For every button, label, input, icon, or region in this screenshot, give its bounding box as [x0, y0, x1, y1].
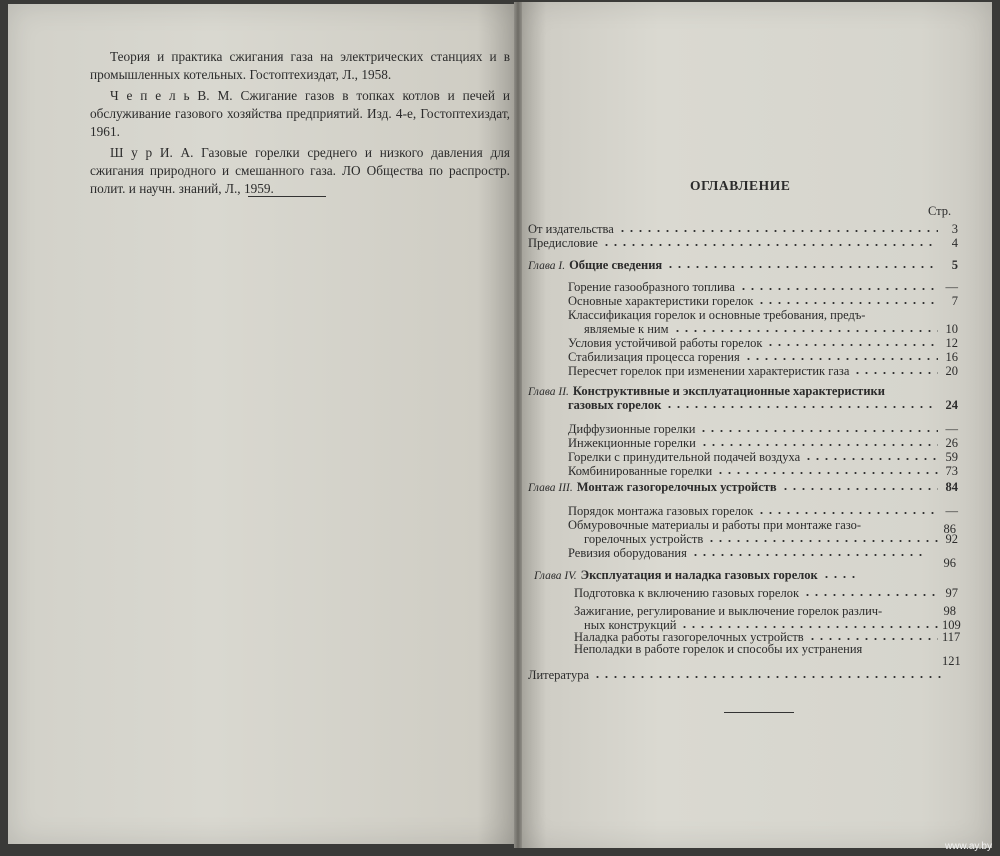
- toc-page: 98: [943, 604, 956, 618]
- toc-entry: Инжекционные горелки 26: [568, 436, 958, 450]
- toc-page: 96: [943, 556, 956, 570]
- toc-page: 86: [943, 522, 956, 536]
- toc-chapter: Глава I. Общие сведения 5: [528, 258, 958, 272]
- toc-entry: Условия устойчивой работы горелок 12: [568, 336, 958, 350]
- toc-entry: Горение газообразного топлива —: [568, 280, 958, 294]
- toc-chapter-cont: газовых горелок 24: [568, 398, 958, 412]
- reference-item: Ч е п е л ь В. М. Сжигание газов в топках котлов и печей и обслуживание газового хозяйства предприятий. Изд. 4-е, Гостоптехиздат, 1961.: [90, 88, 510, 139]
- toc-entry: являемые к ним 10: [584, 322, 958, 336]
- toc-chapter: Глава II. Конструктивные и эксплуатационные характеристики: [528, 384, 885, 398]
- toc-entry: Диффузионные горелки —: [568, 422, 958, 436]
- toc-entry: От издательства 3: [528, 222, 958, 236]
- toc-entry: Литература: [528, 668, 948, 682]
- toc-chapter: Глава III. Монтаж газогорелочных устройств 84: [528, 480, 958, 494]
- toc-entry: 121: [942, 654, 961, 668]
- toc-entry-text: Классификация горелок и основные требования, предъ-: [568, 308, 866, 322]
- toc-entry: ных конструкций 109: [584, 618, 961, 632]
- toc-entry: Ревизия оборудования: [568, 546, 928, 560]
- toc-entry: Подготовка к включению газовых горелок 97: [574, 586, 958, 600]
- toc-entry: Наладка работы газогорелочных устройств 117: [574, 630, 961, 644]
- reference-item: Теория и практика сжигания газа на электрических станциях и в промышленных котельных. Гостоптехиздат, Л., 1958.: [90, 49, 510, 82]
- toc-chapter: Глава IV. Эксплуатация и наладка газовых горелок: [534, 568, 864, 583]
- end-rule: [724, 712, 794, 713]
- toc-entry: Порядок монтажа газовых горелок —: [568, 504, 958, 518]
- toc-entry-text: Неполадки в работе горелок и способы их устранения: [574, 642, 863, 656]
- page-column-header: Стр.: [928, 204, 952, 218]
- toc-entry: горелочных устройств 92: [584, 532, 958, 546]
- toc-entry-text: Зажигание, регулирование и выключение горелок различ-: [574, 604, 883, 618]
- toc-entry-text: Обмуровочные материалы и работы при монтаже газо-: [568, 518, 862, 532]
- reference-list: [90, 48, 510, 201]
- toc-entry: Комбинированные горелки 73: [568, 464, 958, 478]
- toc-title: ОГЛАВЛЕНИЕ: [690, 178, 791, 193]
- reference-item: Ш у р И. А. Газовые горелки среднего и низкого давления для сжигания природного и смешанного газа. ЛО Общества по распростр. полит. и научн. знаний, Л., 1959.: [90, 145, 510, 196]
- book-gutter: [514, 2, 522, 848]
- toc-entry: Горелки с принудительной подачей воздуха 59: [568, 450, 958, 464]
- end-rule: [248, 196, 326, 197]
- toc-entry: Основные характеристики горелок 7: [568, 294, 958, 308]
- toc-entry: Стабилизация процесса горения 16: [568, 350, 958, 364]
- toc-entry: Предисловие 4: [528, 236, 958, 250]
- toc-entry: Пересчет горелок при изменении характеристик газа 20: [568, 364, 958, 378]
- watermark: www.ay.by: [944, 841, 992, 852]
